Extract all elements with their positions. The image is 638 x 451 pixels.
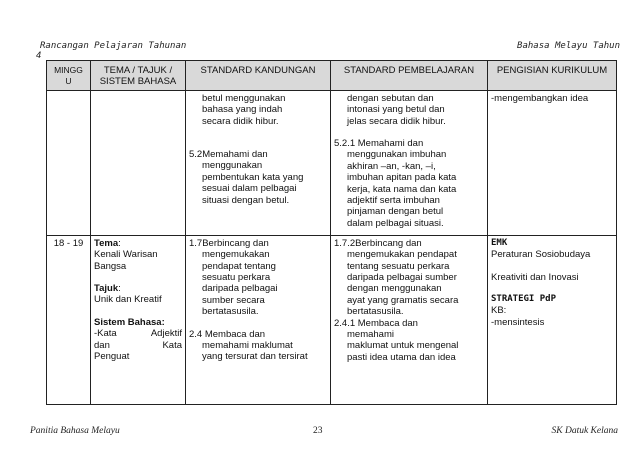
text-line: imbuhan apitan pada kata	[347, 172, 457, 184]
sistem-label: Sistem Bahasa:	[94, 316, 165, 328]
standard-code-line: 5.2Memahami dan	[189, 149, 268, 161]
sistem-text: dan	[94, 339, 110, 351]
header-right: Bahasa Melayu Tahun	[517, 41, 620, 51]
sistem-text: -Kata	[94, 328, 117, 340]
sistem-text: Kata	[162, 339, 182, 351]
text-line: pinjaman dengan betul	[347, 206, 444, 218]
col-header-curriculum: PENGISIAN KURIKULUM	[488, 61, 617, 91]
text-line: kerja, kata nama dan kata	[347, 183, 457, 195]
footer-left: Panitia Bahasa Melayu	[30, 426, 120, 436]
week-cell	[47, 90, 91, 235]
theme-cell	[91, 90, 186, 235]
table-row	[47, 235, 617, 404]
text-line: akhiran –an, -kan, –i,	[347, 160, 436, 172]
standard-code-line: 1.7Berbincang dan	[189, 237, 269, 249]
emk-label: EMK	[491, 237, 508, 248]
page-number: 23	[313, 426, 323, 436]
text-line: memahami maklumat	[202, 340, 293, 352]
standard-code-line: 5.2.1 Memahami dan	[334, 138, 424, 150]
text-line: yang tersurat dan tersirat	[202, 351, 308, 363]
text-line: bahasa yang indah	[202, 104, 283, 116]
text-line: pendapat tentang	[202, 260, 276, 272]
table-row	[47, 90, 617, 235]
sistem-text: Adjektif	[150, 328, 182, 340]
table-header-row	[47, 61, 617, 91]
text-line: secara didik hibur.	[202, 115, 279, 127]
kb-label: KB:	[491, 305, 507, 317]
header-year: 4	[36, 51, 42, 61]
tajuk-label: Tajuk	[94, 283, 119, 295]
text-line: situasi dengan betul.	[202, 194, 290, 206]
text-line: dengan sebutan dan	[347, 92, 434, 104]
emk-item: Peraturan Sosiobudaya	[491, 249, 591, 261]
strategi-label: STRATEGI PdP	[491, 294, 557, 305]
text-line: sumber secara	[202, 294, 265, 306]
text-line: dengan menggunakan	[347, 283, 442, 295]
text-line: pasti idea utama dan idea	[347, 351, 456, 363]
text-line: dalam pelbagai situasi.	[347, 217, 444, 229]
text-line: intonasi yang betul dan	[347, 104, 445, 116]
content-standard-cell	[186, 90, 331, 235]
text-line: ayat yang gramatis secara	[347, 294, 459, 306]
col-header-theme: TEMA / TAJUK / SISTEM BAHASA	[91, 61, 186, 91]
text-line: pembentukan kata yang	[202, 171, 304, 183]
standard-code-line: 2.4 Membaca dan	[189, 328, 266, 340]
text-line: adjektif serta imbuhan	[347, 195, 440, 207]
text-line: jelas secara didik hibur.	[347, 115, 446, 127]
standard-code-line: 1.7.2Berbincang dan	[334, 237, 422, 249]
text-line: bertatasusila.	[347, 306, 404, 318]
week-cell: 18 - 19	[47, 235, 91, 404]
text-line: daripada pelbagai sumber	[347, 272, 457, 284]
theme-cell: Tema: Kenali Warisan Bangsa Tajuk: Unik dan Kreatif Sistem Bahasa: -Kata Adjektif dan Kata Penguat	[91, 235, 186, 404]
sistem-text: Penguat	[94, 351, 130, 363]
tema-value: Kenali Warisan Bangsa	[94, 249, 158, 272]
text-line: mengemukakan	[202, 249, 270, 261]
text-line: tentang sesuatu perkara	[347, 260, 450, 272]
tajuk-value: Unik dan Kreatif	[94, 294, 162, 306]
curriculum-cell: -mengembangkan idea	[488, 90, 617, 235]
lesson-plan-table	[46, 60, 617, 405]
text-line: menggunakan imbuhan	[347, 149, 447, 161]
footer-right: SK Datuk Kelana	[551, 426, 618, 436]
emk-item: Kreativiti dan Inovasi	[491, 271, 579, 283]
text-line: mengemukakan pendapat	[347, 249, 457, 261]
content-standard-cell	[186, 235, 331, 404]
text-line: sesuai dalam pelbagai	[202, 183, 297, 195]
text-line: betul menggunakan	[202, 92, 286, 104]
standard-code-line: 2.4.1 Membaca dan	[334, 317, 418, 329]
text-line: memahami	[347, 329, 394, 341]
text-line: daripada pelbagai	[202, 283, 278, 295]
col-header-learning-standard: STANDARD PEMBELAJARAN	[331, 61, 488, 91]
text-line: bertatasusila.	[202, 306, 259, 318]
tema-label: Tema	[94, 237, 119, 249]
learning-standard-cell	[331, 235, 488, 404]
learning-standard-cell	[331, 90, 488, 235]
col-header-content-standard: STANDARD KANDUNGAN	[186, 61, 331, 91]
kb-item: -mensintesis	[491, 316, 545, 328]
col-header-week: MINGG U	[47, 61, 91, 91]
curriculum-cell	[488, 235, 617, 404]
text-line: sesuatu perkara	[202, 272, 271, 284]
text-line: maklumat untuk mengenal	[347, 340, 459, 352]
header-left: Rancangan Pelajaran Tahunan	[40, 41, 187, 51]
text-line: menggunakan	[202, 160, 263, 172]
